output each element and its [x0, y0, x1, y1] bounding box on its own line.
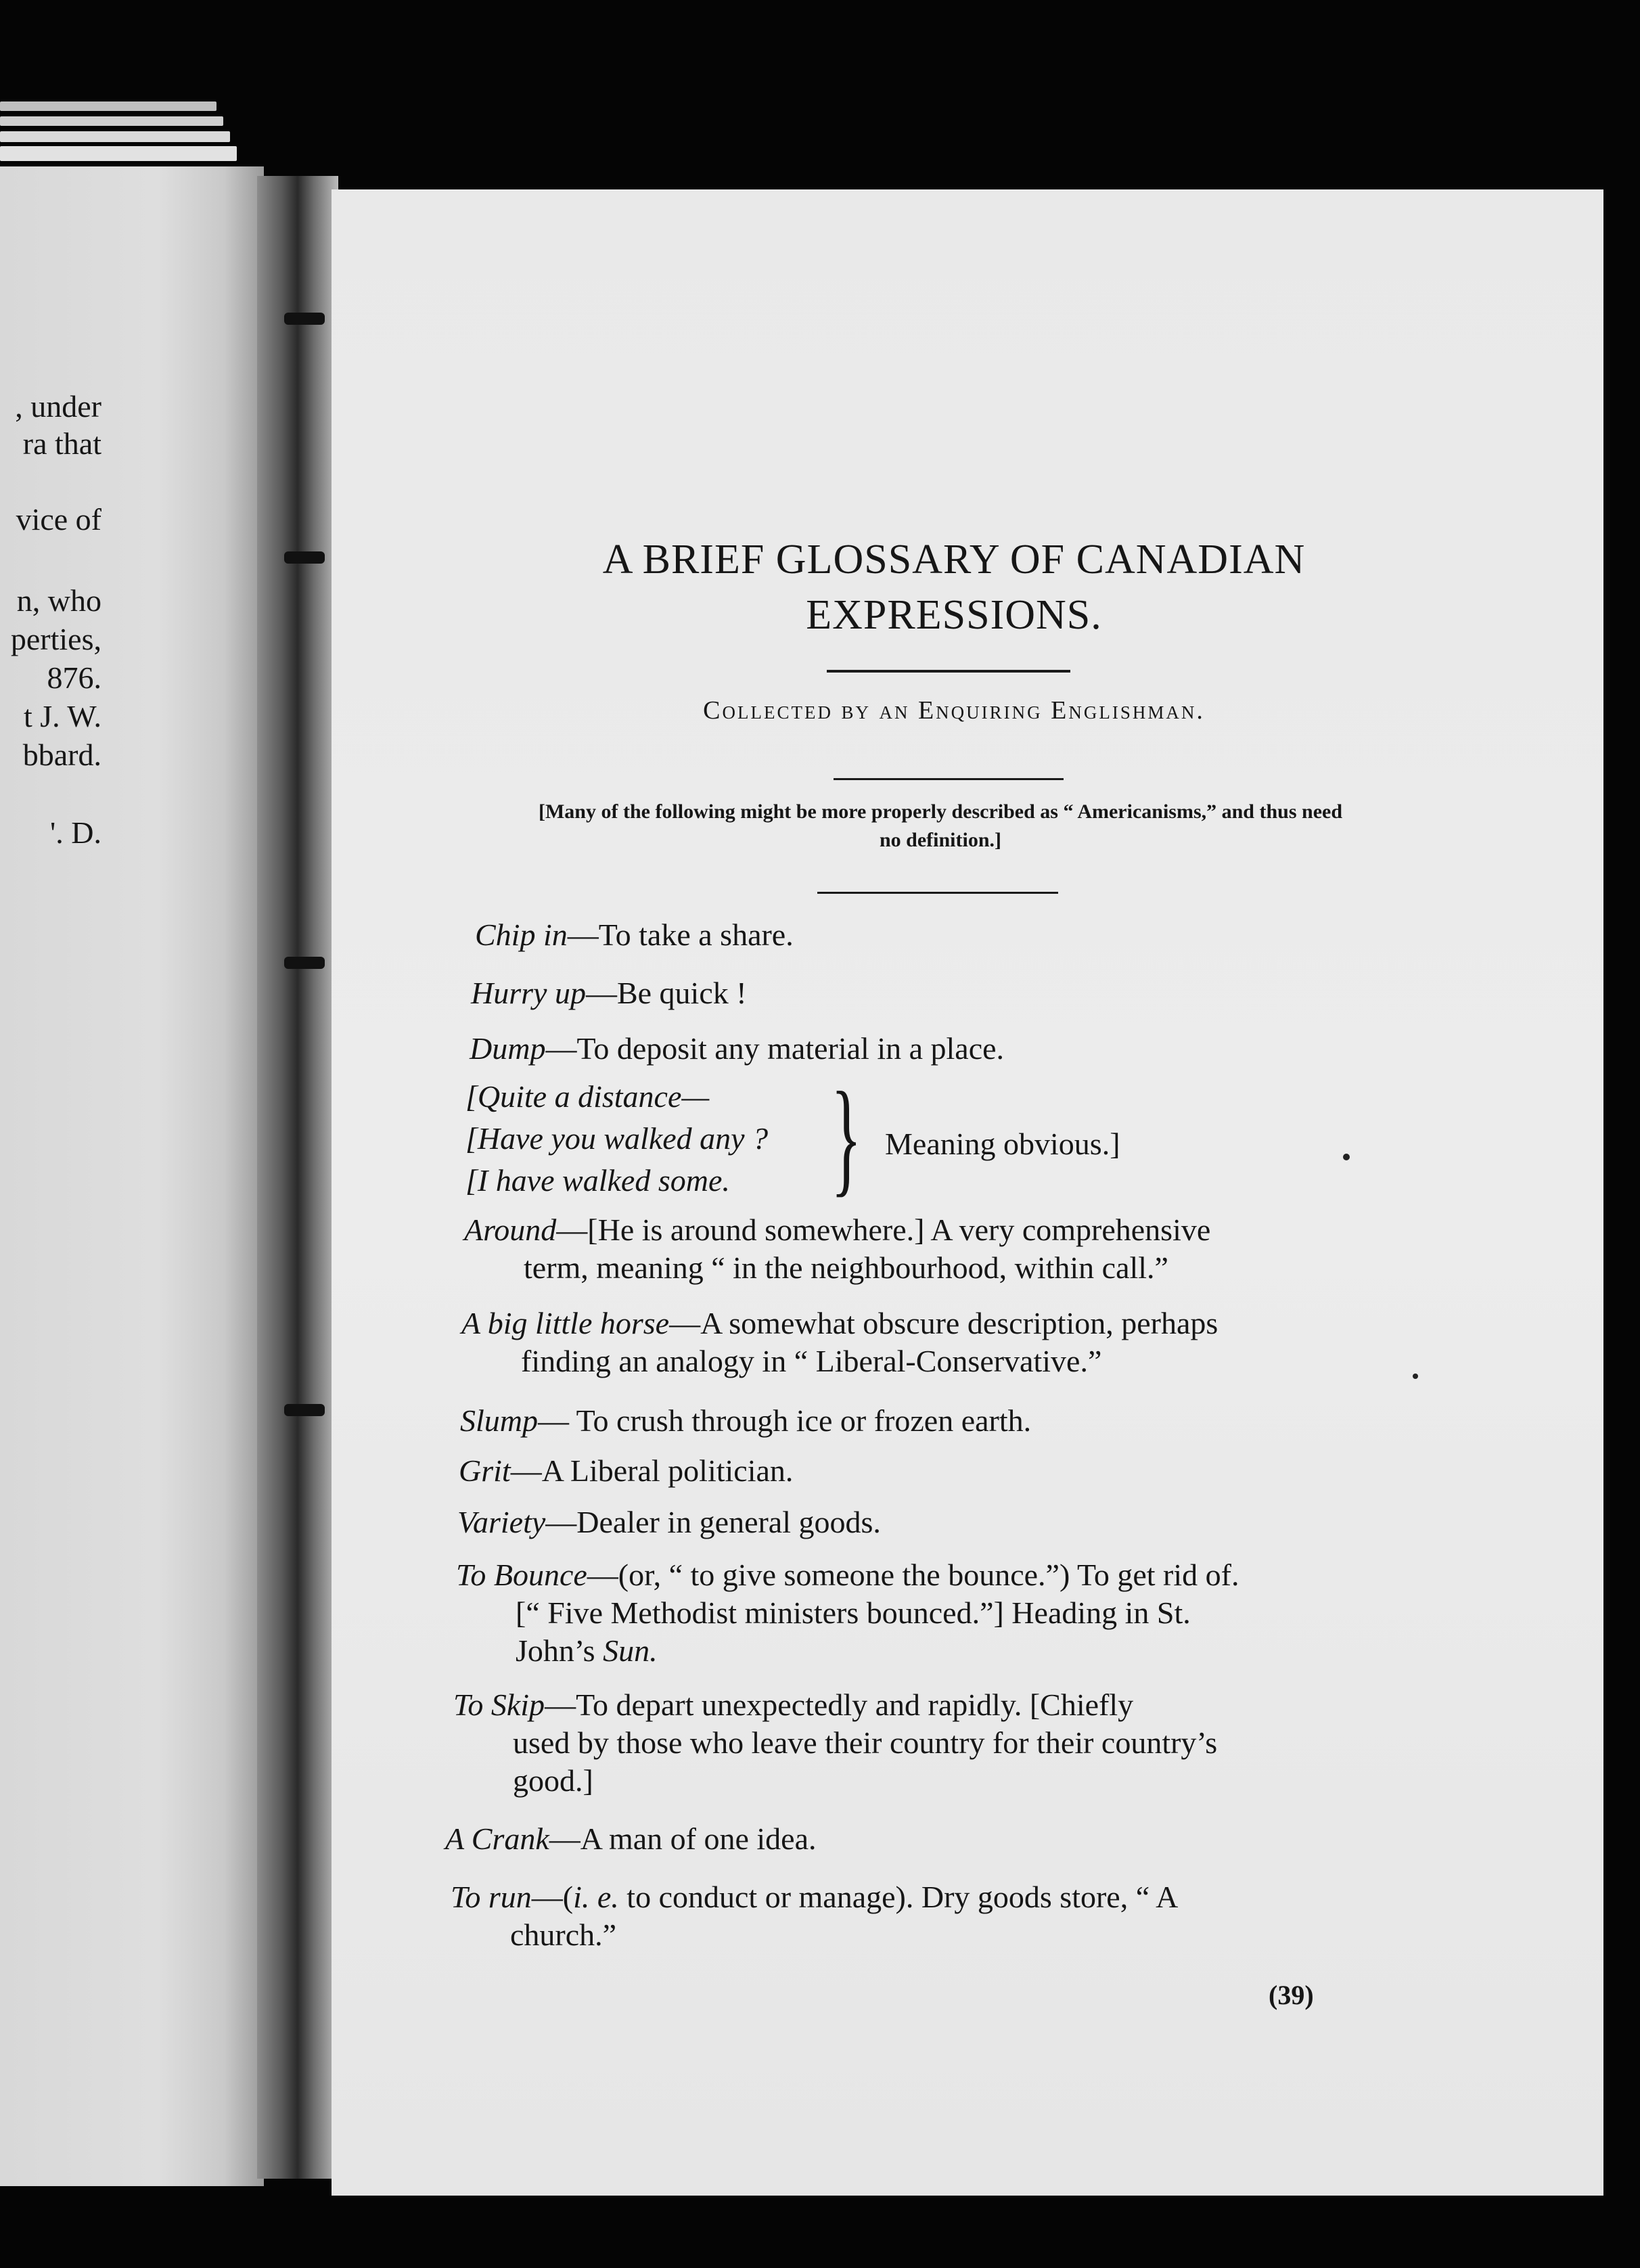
- glossary-term: A Crank: [445, 1821, 549, 1856]
- glossary-term: Dump: [470, 1031, 546, 1066]
- newspaper-name: Sun.: [603, 1633, 658, 1668]
- left-page-line: 876.: [47, 660, 101, 695]
- glossary-entry: [445, 1820, 1392, 1858]
- page-edge: [0, 131, 230, 142]
- left-page-line: perties,: [10, 622, 101, 656]
- glossary-term: Slump: [460, 1403, 538, 1438]
- definition-continuation: term, meaning “ in the neighbourhood, within call.”: [524, 1250, 1168, 1285]
- glossary-definition: —A Liberal politician.: [510, 1453, 794, 1488]
- speck: [1343, 1154, 1350, 1160]
- definition-continuation: [“ Five Methodist ministers bounced.”] Heading in St.: [516, 1595, 1191, 1630]
- binding-stitch: [284, 551, 325, 564]
- binding-stitch: [284, 1404, 325, 1416]
- glossary-entry: [451, 1878, 1398, 1954]
- speck: [1413, 1374, 1418, 1379]
- glossary-definition: —Dealer in general goods.: [545, 1505, 881, 1539]
- left-page-line: ra that: [22, 426, 101, 461]
- glossary-entry: [464, 1211, 1398, 1287]
- page-title: EXPRESSIONS.: [806, 592, 1102, 638]
- definition-continuation: used by those who leave their country for their country’s: [513, 1725, 1218, 1760]
- left-page-line: vice of: [16, 502, 101, 537]
- glossary-definition: —A somewhat obscure description, perhaps: [669, 1306, 1218, 1340]
- glossary-definition: —To take a share.: [567, 917, 794, 952]
- group-line: [Have you walked any ?: [465, 1121, 769, 1156]
- definition-abbreviation: i. e.: [573, 1880, 619, 1914]
- glossary-term: Around: [464, 1212, 557, 1247]
- curly-brace: }: [831, 1066, 862, 1208]
- continuation-text: John’s: [516, 1633, 603, 1668]
- definition-continuation: church.”: [510, 1918, 617, 1952]
- glossary-definition: —Be quick !: [585, 976, 747, 1010]
- definition-continuation: finding an analogy in “ Liberal-Conservative.”: [521, 1344, 1102, 1378]
- glossary-entry: [459, 1452, 1392, 1490]
- glossary-entry: [461, 1305, 1395, 1380]
- divider: [817, 892, 1058, 894]
- definition-continuation: [456, 1632, 1396, 1670]
- glossary-entry: [457, 1503, 1391, 1541]
- left-page-line: '. D.: [49, 815, 101, 850]
- glossary-entry: [475, 916, 1422, 954]
- left-page-line: t J. W.: [23, 699, 101, 733]
- glossary-term: A big little horse: [461, 1306, 670, 1340]
- group-line: [I have walked some.: [465, 1163, 730, 1198]
- glossary-term: Hurry up: [471, 976, 586, 1010]
- definition-continuation: good.]: [513, 1763, 593, 1798]
- glossary-term: Chip in: [475, 917, 568, 952]
- glossary-definition: —To depart unexpectedly and rapidly. [Chiefly: [545, 1687, 1134, 1722]
- glossary-definition-rest: to conduct or manage). Dry goods store, “ A: [618, 1880, 1179, 1914]
- group-meaning: Meaning obvious.]: [885, 1127, 1120, 1161]
- left-page-line: bbard.: [22, 738, 101, 772]
- glossary-definition: —A man of one idea.: [549, 1821, 817, 1856]
- page-number: (39): [1269, 1980, 1314, 2010]
- left-page: [0, 166, 264, 2186]
- glossary-entry: [460, 1402, 1394, 1440]
- glossary-term: Variety: [457, 1505, 546, 1539]
- binding-stitch: [284, 313, 325, 325]
- glossary-definition: —[He is around somewhere.] A very comprehensive: [556, 1212, 1211, 1247]
- page-edge: [0, 116, 223, 126]
- glossary-definition: —(or, “ to give someone the bounce.”) To get rid of.: [587, 1558, 1239, 1592]
- glossary-entry: [456, 1556, 1396, 1670]
- divider: [834, 778, 1064, 780]
- left-page-line: n, who: [16, 583, 101, 618]
- glossary-term: To run: [451, 1880, 532, 1914]
- page-title: A BRIEF GLOSSARY OF CANADIAN: [602, 537, 1306, 583]
- editorial-note: no definition.]: [879, 829, 1002, 851]
- glossary-entry: [470, 1030, 1417, 1068]
- glossary-entry: [471, 974, 1418, 1012]
- editorial-note: [Many of the following might be more properly described as “ Americanisms,” and thus need: [538, 800, 1343, 823]
- page-edge: [0, 146, 237, 161]
- left-page-line: , under: [15, 389, 101, 424]
- glossary-definition: —To deposit any material in a place.: [545, 1031, 1005, 1066]
- glossary-term: To Skip: [453, 1687, 545, 1722]
- glossary-term: To Bounce: [456, 1558, 587, 1592]
- glossary-definition: —(: [531, 1880, 574, 1914]
- expression-group: [465, 1066, 1277, 1211]
- glossary-term: Grit: [459, 1453, 511, 1488]
- book-gutter: [257, 176, 338, 2179]
- group-line: [Quite a distance—: [465, 1079, 710, 1114]
- glossary-entry: [453, 1686, 1394, 1800]
- page-edge: [0, 101, 217, 111]
- subtitle: Collected by an Enquiring Englishman.: [703, 696, 1205, 725]
- divider: [827, 670, 1070, 673]
- group-lines: [465, 1076, 768, 1202]
- binding-stitch: [284, 957, 325, 969]
- glossary-definition: — To crush through ice or frozen earth.: [538, 1403, 1032, 1438]
